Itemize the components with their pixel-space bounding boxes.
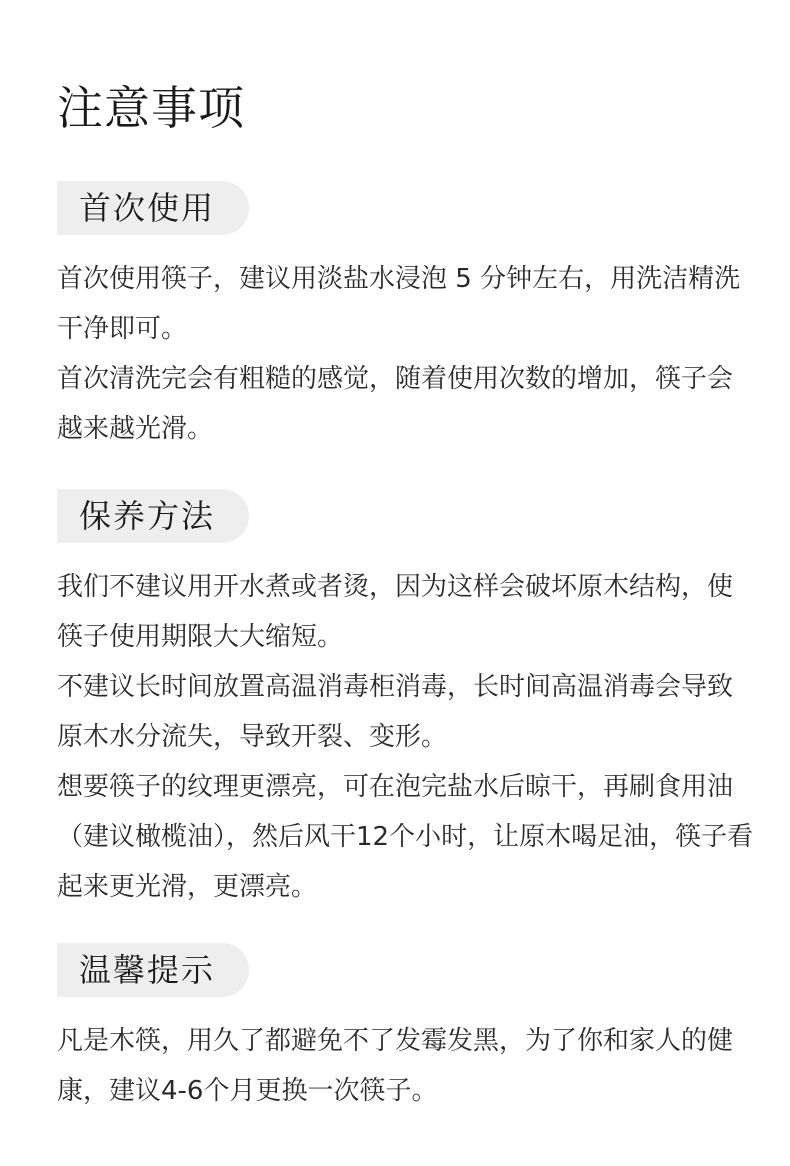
paragraph: 首次清洗完会有粗糙的感觉，随着使用次数的增加，筷子会越来越光滑。 xyxy=(57,364,734,444)
paragraph: 不建议长时间放置高温消毒柜消毒，长时间高温消毒会导致原木水分流失，导致开裂、变形。 xyxy=(57,672,734,752)
section-body-maintenance xyxy=(57,562,757,912)
paragraph: 首次使用筷子，建议用淡盐水浸泡 5 分钟左右，用洗洁精洗干净即可。 xyxy=(57,264,741,344)
section-body-first-use xyxy=(57,254,757,454)
paragraph: 凡是木筷，用久了都避免不了发霉发黑，为了你和家人的健康，建议4-6个月更换一次筷子。 xyxy=(57,1026,734,1106)
section-heading-tips: 温馨提示 xyxy=(57,943,249,997)
section-body-tips xyxy=(57,1016,757,1116)
paragraph: 我们不建议用开水煮或者烫，因为这样会破坏原木结构，使筷子使用期限大大缩短。 xyxy=(57,572,734,652)
section-heading-first-use: 首次使用 xyxy=(57,181,249,235)
page-title: 注意事项 xyxy=(57,81,245,135)
section-heading-maintenance: 保养方法 xyxy=(57,489,249,543)
paragraph: 想要筷子的纹理更漂亮，可在泡完盐水后晾干，再刷食用油（建议橄榄油），然后风干12个小时，让原木喝足油，筷子看起来更光滑，更漂亮。 xyxy=(57,772,754,902)
